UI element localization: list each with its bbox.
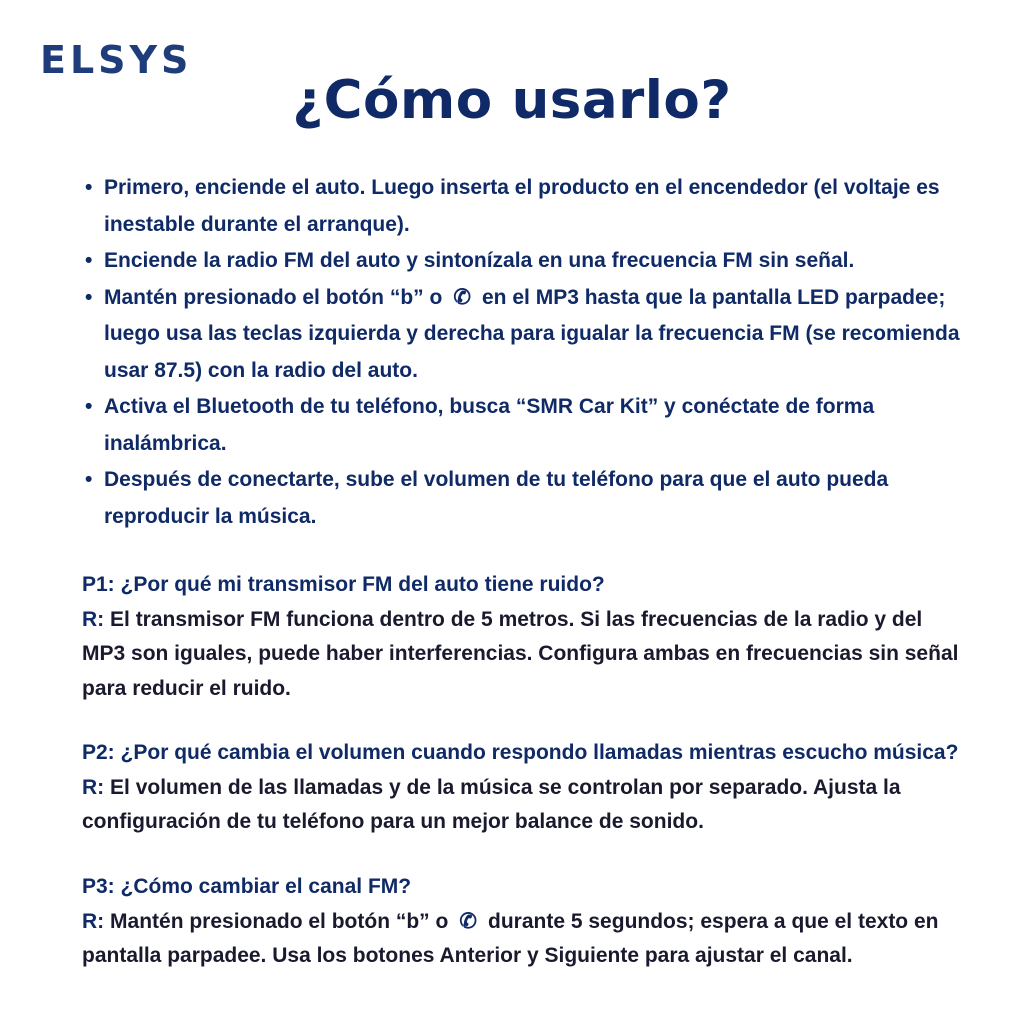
answer-label: R:	[82, 775, 105, 799]
answer-label: R:	[82, 909, 105, 933]
question-label: P1:	[82, 573, 115, 596]
faq-question	[82, 870, 962, 905]
question-text: ¿Cómo cambiar el canal FM?	[120, 875, 412, 898]
phone-icon: ✆	[453, 285, 471, 309]
faq-answer	[82, 771, 962, 840]
faq-answer	[82, 905, 962, 974]
instruction-item	[80, 389, 980, 462]
bullet-icon: •	[85, 468, 93, 491]
instructions-list	[80, 170, 980, 535]
answer-text: El transmisor FM funciona dentro de 5 metros. Si las frecuencias de la radio y del MP3 son iguales, puede haber interferencias. Configura ambas en frecuencias sin señal para reducir el ruido.	[82, 607, 959, 700]
faq-item-1	[82, 568, 962, 706]
faq-item-3	[82, 870, 962, 974]
instruction-item	[80, 462, 980, 535]
bullet-icon: •	[85, 176, 93, 199]
instruction-text-after: en el MP3 hasta que la pantalla LED parpadee; luego usa las teclas izquierda y derecha para igualar la frecuencia FM (se recomienda usar 87.5) con la radio del auto.	[104, 285, 960, 382]
instruction-item	[80, 243, 980, 280]
instruction-item	[80, 280, 980, 390]
answer-text: El volumen de las llamadas y de la música se controlan por separado. Ajusta la configuración de tu teléfono para un mejor balance de sonido.	[82, 775, 901, 833]
faq-item-2	[82, 736, 962, 840]
answer-text-before: Mantén presionado el botón “b” o	[110, 909, 455, 933]
faq-question	[82, 736, 962, 771]
bullet-icon: •	[85, 249, 93, 272]
instruction-text: Enciende la radio FM del auto y sintonízala en una frecuencia FM sin señal.	[104, 249, 855, 272]
brand-logo: ELSYS	[40, 38, 193, 82]
question-text: ¿Por qué mi transmisor FM del auto tiene ruido?	[120, 573, 605, 596]
faq-answer	[82, 603, 962, 707]
instruction-text: Después de conectarte, sube el volumen de tu teléfono para que el auto pueda reproducir la música.	[104, 468, 889, 528]
bullet-icon: •	[85, 395, 93, 418]
question-text: ¿Por qué cambia el volumen cuando respondo llamadas mientras escucho música?	[120, 741, 959, 764]
faq-question	[82, 568, 962, 603]
phone-icon: ✆	[459, 909, 477, 933]
question-label: P2:	[82, 741, 115, 764]
page-title: ¿Cómo usarlo?	[292, 70, 732, 131]
instruction-text: Activa el Bluetooth de tu teléfono, busca “SMR Car Kit” y conéctate de forma inalámbrica.	[104, 395, 875, 455]
bullet-icon: •	[85, 285, 93, 309]
instruction-text-before: Mantén presionado el botón “b” o	[104, 285, 449, 309]
answer-label: R:	[82, 607, 105, 631]
question-label: P3:	[82, 875, 115, 898]
instruction-text: Primero, enciende el auto. Luego inserta el producto en el encendedor (el voltaje es inestable durante el arranque).	[104, 176, 940, 236]
answer-text-after: durante 5 segundos; espera a que el texto en pantalla parpadee. Usa los botones Anterior y Siguiente para ajustar el canal.	[82, 909, 939, 967]
instruction-item	[80, 170, 980, 243]
